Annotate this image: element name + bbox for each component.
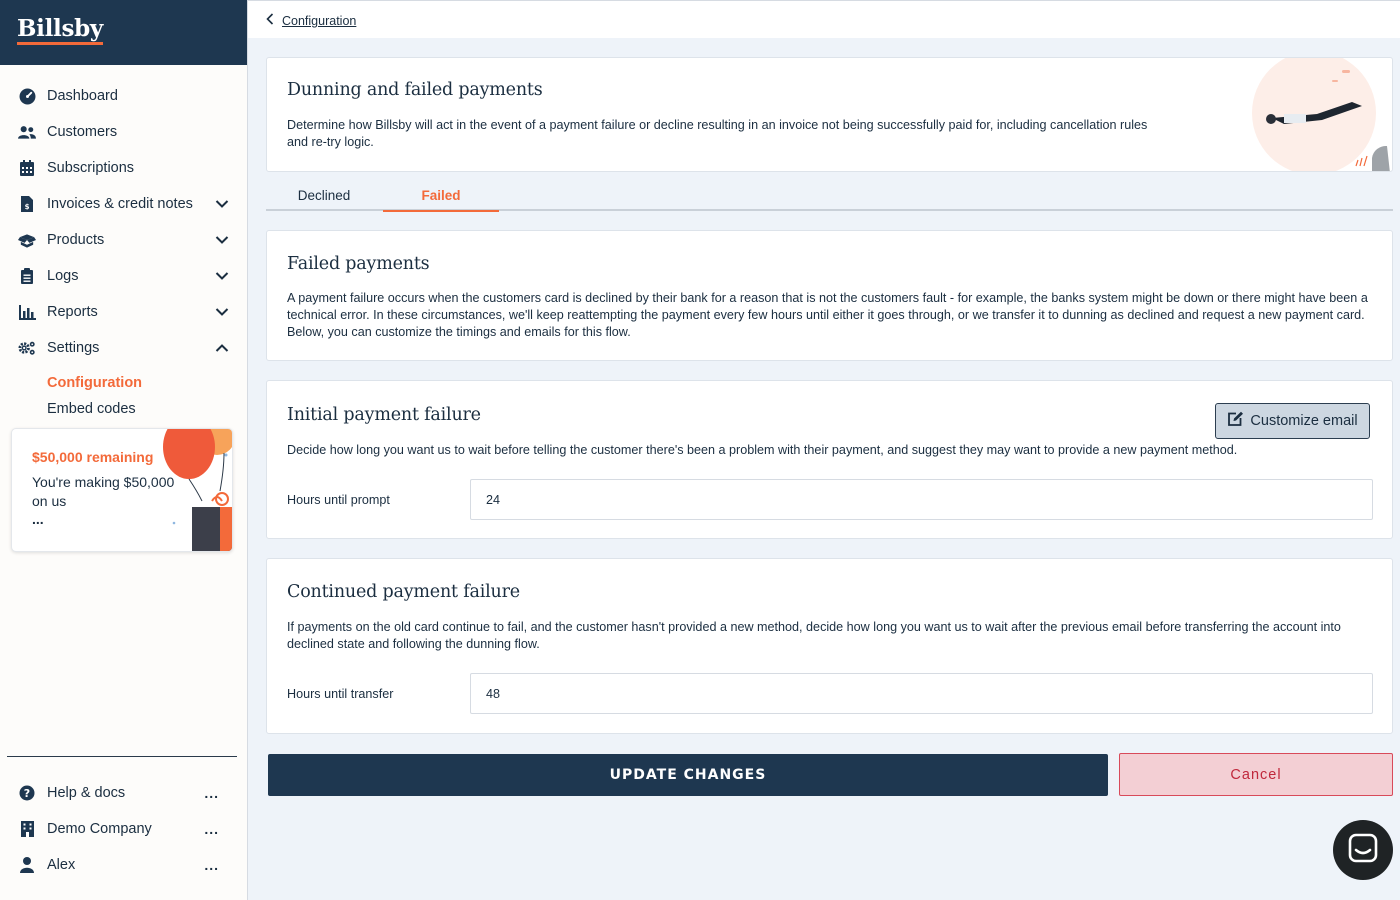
svg-text:?: ? [23,787,31,800]
sidebar-item-label: Alex [47,857,76,873]
section-title: Failed payments [287,254,430,274]
section-description: Decide how long you want us to wait before telling the customer there's been a problem with their payment, and suggest they may want to provide a new payment method. [287,443,1238,457]
chat-launcher-button[interactable] [1333,820,1393,880]
chevron-down-icon[interactable] [215,269,229,283]
sidebar-item-label: Help & docs [47,785,126,801]
update-changes-label: UPDATE CHANGES [609,767,767,783]
section-title: Continued payment failure [287,582,520,602]
flying-person-illustration [1222,58,1392,172]
customize-email-button[interactable] [1215,403,1370,439]
sidebar-item-invoices[interactable] [0,186,247,222]
promo-more: ... [32,511,44,527]
tabs [266,180,1393,211]
chevron-left-icon [266,12,274,30]
sidebar-item-logs[interactable] [0,258,247,294]
chat-icon [1348,833,1378,868]
users-icon [18,123,36,141]
hours-until-transfer-input[interactable] [470,673,1373,714]
user-icon [18,856,36,874]
tab-failed[interactable]: Failed [383,188,499,212]
customize-email-label: Customize email [1250,413,1358,429]
sidebar-item-customers[interactable] [0,114,247,150]
sidebar-item-label: Invoices & credit notes [47,196,193,212]
building-icon [18,820,36,838]
more-dots-icon[interactable]: ... [204,785,219,801]
invoice-icon [18,195,36,213]
promo-title: $50,000 remaining [32,449,154,465]
sidebar-item-user[interactable] [0,847,247,883]
sidebar-item-label: Customers [47,124,118,140]
chevron-up-icon[interactable] [215,341,229,355]
sidebar-item-products[interactable] [0,222,247,258]
sidebar-bottom-nav [0,775,247,883]
section-description: A payment failure occurs when the customers card is declined by their bank for a reason that is not the customers fault - for example, the banks system might be down or there might have been a technical error. In these circumstances, we'll keep reattempting the payment every few hours until either it goes through, or we transfer it to dunning as declined and request a new payment card. Below, you can customize the timings and emails for this flow. [287,291,1368,339]
update-changes-button[interactable] [268,754,1108,796]
sidebar-item-label: Subscriptions [47,160,135,176]
page-description: Determine how Billsby will act in the event of a payment failure or decline resulting in an invoice not being successfully paid for, including cancellation rules and re-try logic. [287,118,1148,149]
sidebar-item-label: Products [47,232,105,248]
brand-header [0,0,247,65]
sidebar-item-label: Dashboard [47,88,118,104]
sidebar-divider [7,756,237,757]
sidebar-item-subscriptions[interactable] [0,150,247,186]
logo[interactable]: Billsby [17,16,103,45]
chevron-down-icon[interactable] [215,305,229,319]
promo-text: You're making $50,000 on us [32,474,175,509]
svg-text:$: $ [24,203,30,211]
sidebar-subitem-configuration[interactable]: Configuration [47,375,143,391]
page-title: Dunning and failed payments [287,80,543,100]
sidebar-item-label: Settings [47,340,100,356]
sidebar [0,0,248,900]
cancel-button[interactable] [1119,753,1393,796]
boxes-icon [18,231,36,249]
hours-until-transfer-label: Hours until transfer [287,687,394,701]
sidebar-item-dashboard[interactable] [0,78,247,114]
section-title: Initial payment failure [287,405,481,425]
bar-chart-icon [18,303,36,321]
hours-until-prompt-label: Hours until prompt [287,493,390,507]
breadcrumb-link[interactable]: Configuration [282,14,357,28]
edit-icon [1227,411,1244,432]
sidebar-item-company[interactable] [0,811,247,847]
cancel-label: Cancel [1230,766,1282,783]
sidebar-item-label: Demo Company [47,821,152,837]
more-dots-icon[interactable]: ... [204,857,219,873]
tab-declined[interactable]: Declined [297,188,351,203]
section-description: If payments on the old card continue to fail, and the customer hasn't provided a new method, decide how long you want us to wait after the previous email before transferring the account into declined state and following the dunning flow. [287,620,1341,651]
more-dots-icon[interactable]: ... [204,821,219,837]
hours-until-prompt-input[interactable] [470,479,1373,520]
top-bar [248,0,1400,38]
initial-payment-failure-card [266,380,1393,539]
chevron-down-icon[interactable] [215,197,229,211]
continued-payment-failure-card [266,558,1393,734]
failed-payments-card [266,230,1393,361]
clipboard-icon [18,267,36,285]
sidebar-nav [0,78,247,422]
sidebar-item-label: Reports [47,304,98,320]
sidebar-item-label: Logs [47,268,79,284]
promo-card[interactable] [11,428,233,552]
sidebar-item-reports[interactable] [0,294,247,330]
header-card [266,57,1393,172]
question-circle-icon [18,784,36,802]
chevron-down-icon[interactable] [215,233,229,247]
sidebar-item-help[interactable] [0,775,247,811]
sidebar-item-settings[interactable] [0,330,247,366]
gauge-icon [18,87,36,105]
gears-icon [18,339,36,357]
breadcrumb[interactable] [266,12,356,30]
calendar-icon [18,159,36,177]
sidebar-subitem-embed-codes[interactable]: Embed codes [47,401,136,417]
